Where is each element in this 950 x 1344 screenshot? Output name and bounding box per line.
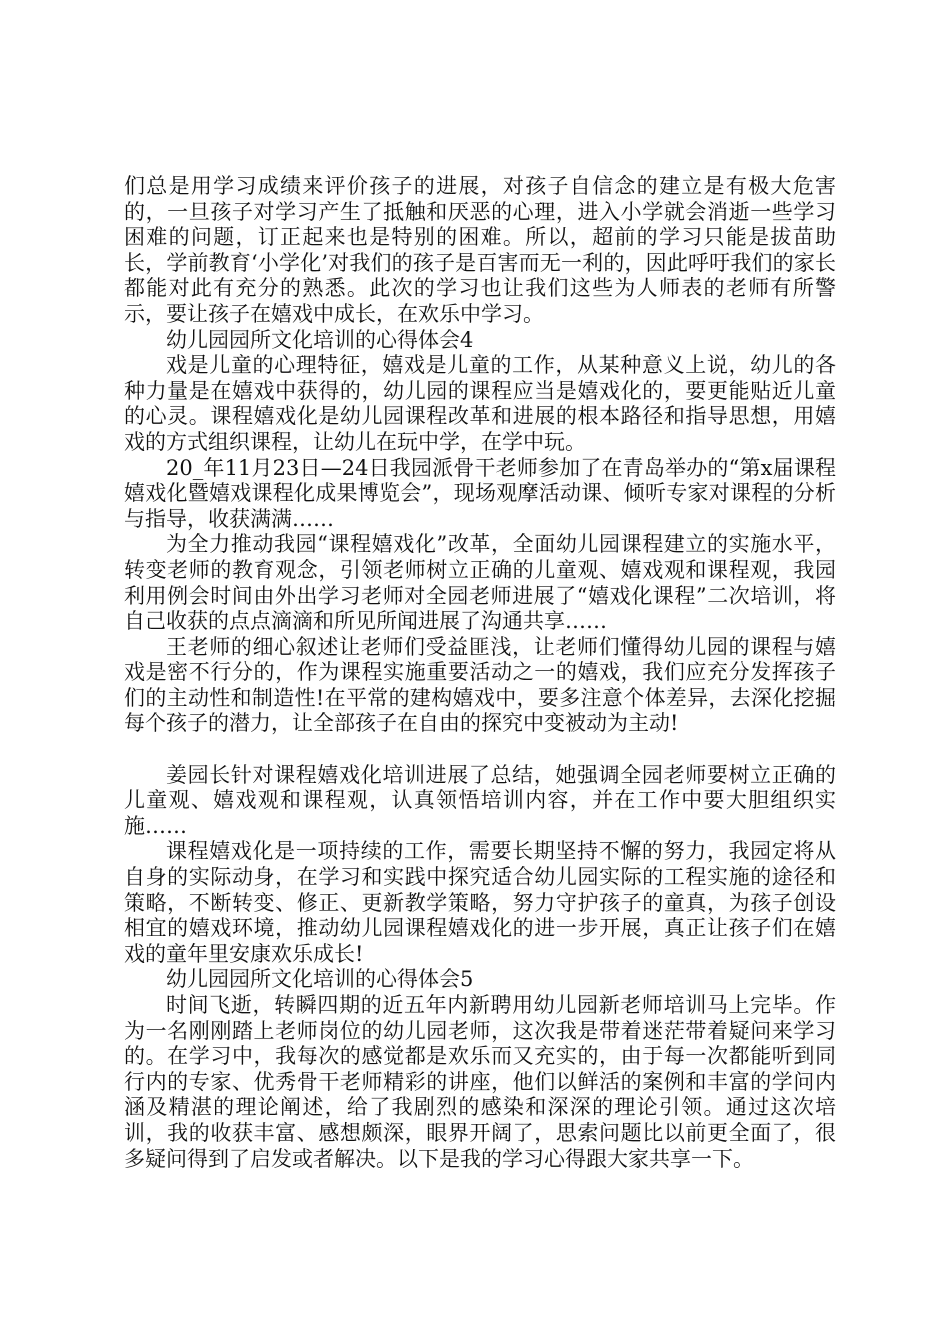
paragraph: 戏是儿童的心理特征，嬉戏是儿童的工作，从某种意义上说，幼儿的各种力量是在嬉戏中获得的，幼儿园的课程应当是嬉戏化的，要更能贴近儿童的心灵。课程嬉戏化是幼儿园课程改革和进展的根本路径和指导思想，用嬉戏的方式组织课程，让幼儿在玩中学，在学中玩。 <box>124 353 836 454</box>
section-heading-5: 幼儿园园所文化培训的心得体会5 <box>166 967 474 992</box>
paragraph: 20_年11月23日—24日我园派骨干老师参加了在青岛举办的“第x届课程嬉戏化暨嬉戏课程化成果博览会”，现场观摩活动课、倾听专家对课程的分析与指导，收获满满…… <box>124 455 836 531</box>
paragraph-continuation: 们总是用学习成绩来评价孩子的进展，对孩子自信念的建立是有极大危害的，一旦孩子对学习产生了抵触和厌恶的心理，进入小学就会消逝一些学习困难的问题，订正起来也是特别的困难。所以，超前的学习只能是拔苗助长，学前教育‘小学化’对我们的孩子是百害而无一利的，因此呼吁我们的家长都能对此有充分的熟悉。此次的学习也让我们这些为人师表的老师有所警示，要让孩子在嬉戏中成长，在欢乐中学习。 <box>124 174 836 326</box>
blank-line <box>124 737 836 763</box>
paragraph: 时间飞逝，转瞬四期的近五年内新聘用幼儿园新老师培训马上完毕。作为一名刚刚踏上老师岗位的幼儿园老师，这次我是带着迷茫带着疑问来学习的。在学习中，我每次的感觉都是欢乐而又充实的，由于每一次都能听到同行内的专家、优秀骨干老师精彩的讲座，他们以鲜活的案例和丰富的学问内涵及精湛的理论阐述，给了我剧烈的感染和深深的理论引领。通过这次培训，我的收获丰富、感想颇深，眼界开阔了，思索问题比以前更全面了，很多疑问得到了启发或者解决。以下是我的学习心得跟大家共享一下。 <box>124 993 836 1171</box>
paragraph: 姜园长针对课程嬉戏化培训进展了总结，她强调全园老师要树立正确的儿童观、嬉戏观和课程观，认真领悟培训内容，并在工作中要大胆组织实施…… <box>124 762 836 838</box>
paragraph: 为全力推动我园“课程嬉戏化”改革，全面幼儿园课程建立的实施水平，转变老师的教育观念，引领老师树立正确的儿童观、嬉戏观和课程观，我园利用例会时间由外出学习老师对全园老师进展了“嬉戏化课程”二次培训，将自己收获的点点滴滴和所见所闻进展了沟通共享…… <box>124 532 836 634</box>
section-heading-4: 幼儿园园所文化培训的心得体会4 <box>166 327 474 352</box>
paragraph: 王老师的细心叙述让老师们受益匪浅，让老师们懂得幼儿园的课程与嬉戏是密不行分的，作为课程实施重要活动之一的嬉戏，我们应充分发挥孩子们的主动性和制造性!在平常的建构嬉戏中，要多注意个体差异，去深化挖掘每个孩子的潜力，让全部孩子在自由的探究中变被动为主动! <box>124 634 836 736</box>
document-page <box>124 174 836 1172</box>
paragraph: 课程嬉戏化是一项持续的工作，需要长期坚持不懈的努力，我园定将从自身的实际动身，在学习和实践中探究适合幼儿园实际的工程实施的途径和策略，不断转变、修正、更新教学策略，努力守护孩子的童真，为孩子创设相宜的嬉戏环境，推动幼儿园课程嬉戏化的进一步开展，真正让孩子们在嬉戏的童年里安康欢乐成长! <box>124 839 836 966</box>
